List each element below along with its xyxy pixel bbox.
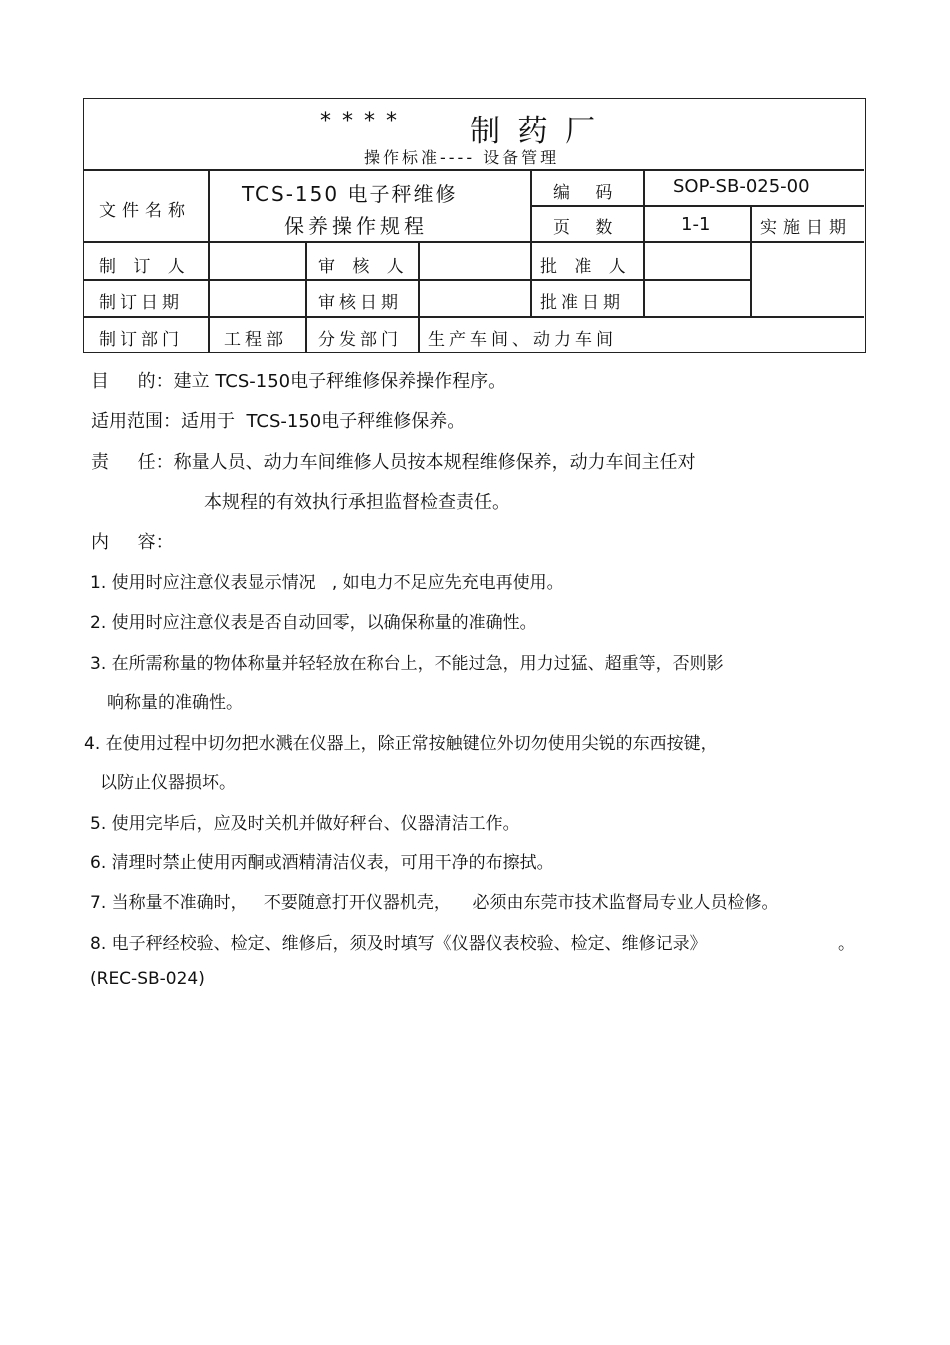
responsibility-line-2: 本规程的有效执行承担监督检查责任。 <box>204 492 510 513</box>
list-item-3: 3. 在所需称量的物体称量并轻轻放在称台上，不能过急，用力过猛、超重等，否则影 <box>90 654 724 674</box>
row-divider <box>84 241 864 243</box>
doc-name-line2: 保养操作规程 <box>284 214 428 238</box>
stars: * * * * <box>320 109 399 134</box>
purpose-line: 目 的：建立 TCS-150电子秤维修保养操作程序。 <box>91 371 507 392</box>
page-label: 页 数 <box>553 218 623 238</box>
list-item-7: 7. 当称量不准确时， 不要随意打开仪器机壳， 必须由东莞市技术监督局专业人员检修。 <box>90 893 779 913</box>
reviewer-label: 审 核 人 <box>318 257 410 277</box>
col-divider <box>643 169 645 241</box>
doc-name-label: 文件名称 <box>99 201 191 221</box>
scope-line: 适用范围：适用于 TCS-150电子秤维修保养。 <box>91 411 466 432</box>
list-item-6: 6. 清理时禁止使用丙酮或酒精清洁仪表，可用干净的布擦拭。 <box>90 853 554 873</box>
col-divider <box>643 241 645 316</box>
col-divider <box>418 241 420 353</box>
standard-subtitle: 操作标准---- 设备管理 <box>364 148 560 167</box>
page-value: 1-1 <box>681 214 711 235</box>
dept-label: 制订部门 <box>99 330 183 350</box>
draft-date-label: 制订日期 <box>99 293 183 313</box>
list-item-1: 1. 使用时应注意仪表显示情况 , 如电力不足应先充电再使用。 <box>90 573 564 593</box>
col-divider <box>530 169 532 241</box>
list-item-5: 5. 使用完毕后，应及时关机并做好秤台、仪器清洁工作。 <box>90 814 520 834</box>
approver-label: 批 准 人 <box>540 257 632 277</box>
col-divider <box>530 241 532 316</box>
row-divider <box>84 316 864 318</box>
doc-name-line1: TCS-150 电子秤维修 <box>242 182 458 206</box>
col-divider <box>750 205 752 241</box>
list-item-2: 2. 使用时应注意仪表是否自动回零，以确保称量的准确性。 <box>90 613 537 633</box>
responsibility-line-1: 责 任：称量人员、动力车间维修人员按本规程维修保养，动力车间主任对 <box>91 452 696 473</box>
col-divider <box>208 169 210 241</box>
drafter-label: 制 订 人 <box>99 257 191 277</box>
col-divider <box>750 241 752 316</box>
review-date-label: 审核日期 <box>318 293 402 313</box>
list-item-4: 4. 在使用过程中切勿把水溅在仪器上，除正常按触键位外切勿使用尖锐的东西按键， <box>84 734 718 754</box>
dist-value: 生产车间、动力车间 <box>428 330 617 350</box>
col-divider <box>305 241 307 353</box>
row-divider <box>84 169 864 171</box>
approve-date-label: 批准日期 <box>540 293 624 313</box>
dept-value: 工程部 <box>224 330 287 350</box>
dist-label: 分发部门 <box>318 330 402 350</box>
factory-name: 制 药 厂 <box>470 114 600 149</box>
list-item-8-end: 。 <box>838 934 855 954</box>
content-heading: 内 容： <box>91 532 174 553</box>
list-item-3-cont: 响称量的准确性。 <box>107 693 243 713</box>
record-code: (REC-SB-024) <box>90 969 205 989</box>
col-divider <box>208 241 210 353</box>
code-value: SOP-SB-025-00 <box>673 176 810 197</box>
code-label: 编 码 <box>553 183 623 203</box>
row-divider <box>530 205 864 207</box>
list-item-8: 8. 电子秤经校验、检定、维修后，须及时填写《仪器仪表校验、检定、维修记录》 <box>90 934 707 954</box>
list-item-4-cont: 以防止仪器损坏。 <box>100 773 236 793</box>
effective-date-label: 实施日期 <box>760 218 852 238</box>
